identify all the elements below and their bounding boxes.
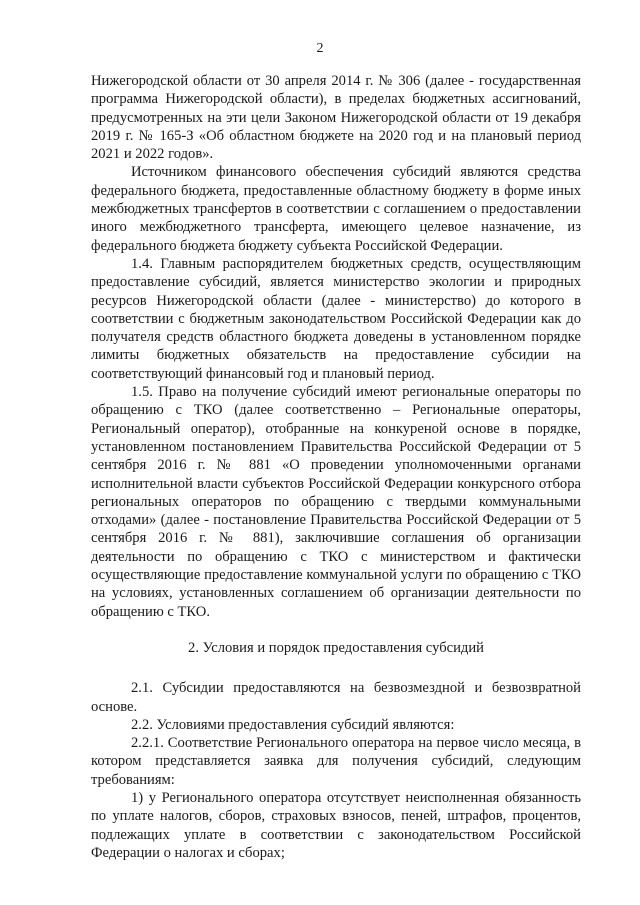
- paragraph: 1.4. Главным распорядителем бюджетных средств, осуществляющим предоставление субсидий, является министерство экологии и природных ресурсов Нижегородской области (далее - министерство) до которого в соответствии с бюджетным законодательством Российской Федерации как до получателя средств областного бюджета доведены в установленном порядке лимиты бюджетных обязательств на предоставление субсидии на соответствующий финансовый год и плановый период.: [91, 255, 581, 382]
- paragraph: Нижегородской области от 30 апреля 2014 г. № 306 (далее - государственная программа Нижегородской области), в пределах бюджетных ассигнований, предусмотренных на эти цели Законом Нижегородской области от 19 декабря 2019 г. № 165-З «Об областном бюджете на 2020 год и на плановый период 2021 и 2022 годов».: [91, 73, 581, 163]
- paragraph: 2.2.1. Соответствие Регионального оператора на первое число месяца, в котором представляется заявка для получения субсидий, следующим требованиям:: [91, 735, 581, 788]
- paragraph: 2.2. Условиями предоставления субсидий являются:: [131, 716, 455, 733]
- page-number: 2: [316, 41, 324, 56]
- section-heading: 2. Условия и порядок предоставления субсидий: [188, 639, 484, 656]
- paragraph: Источником финансового обеспечения субсидий являются средства федерального бюджета, предоставленные областному бюджету в форме иных межбюджетных трансфертов в соответствии с соглашением о предоставлении иного межбюджетного трансферта, имеющего целевое назначение, из федерального бюджета бюджету субъекта Российской Федерации.: [91, 164, 581, 254]
- document-body: [91, 72, 581, 862]
- paragraph: 1) у Регионального оператора отсутствует неисполненная обязанность по уплате налогов, сборов, страховых взносов, пеней, штрафов, процентов, подлежащих уплате в соответствии с законодательством Российской Федерации о налогах и сборах;: [91, 789, 581, 861]
- paragraph: 2.1. Субсидии предоставляются на безвозмездной и безвозвратной основе.: [91, 680, 581, 715]
- paragraph: 1.5. Право на получение субсидий имеют региональные операторы по обращению с ТКО (далее соответственно – Региональные операторы, Региональный оператор), отобранные на конкуреной основе в порядке, установленном постановлением Правительства Российской Федерации от 5 сентября 2016 г. № 881 «О проведении уполномоченными органами исполнительной власти субъектов Российской Федерации конкурсного отбора региональных операторов по обращению с твердыми коммунальными отходами» (далее - постановление Правительства Российской Федерации от 5 сентября 2016 г. № 881), заключившие соглашения об организации деятельности по обращению с ТКО с министерством и фактически осуществляющие предоставление коммунальной услуги по обращению с ТКО на условиях, установленных соглашением об организации деятельности по обращению с ТКО.: [91, 384, 581, 620]
